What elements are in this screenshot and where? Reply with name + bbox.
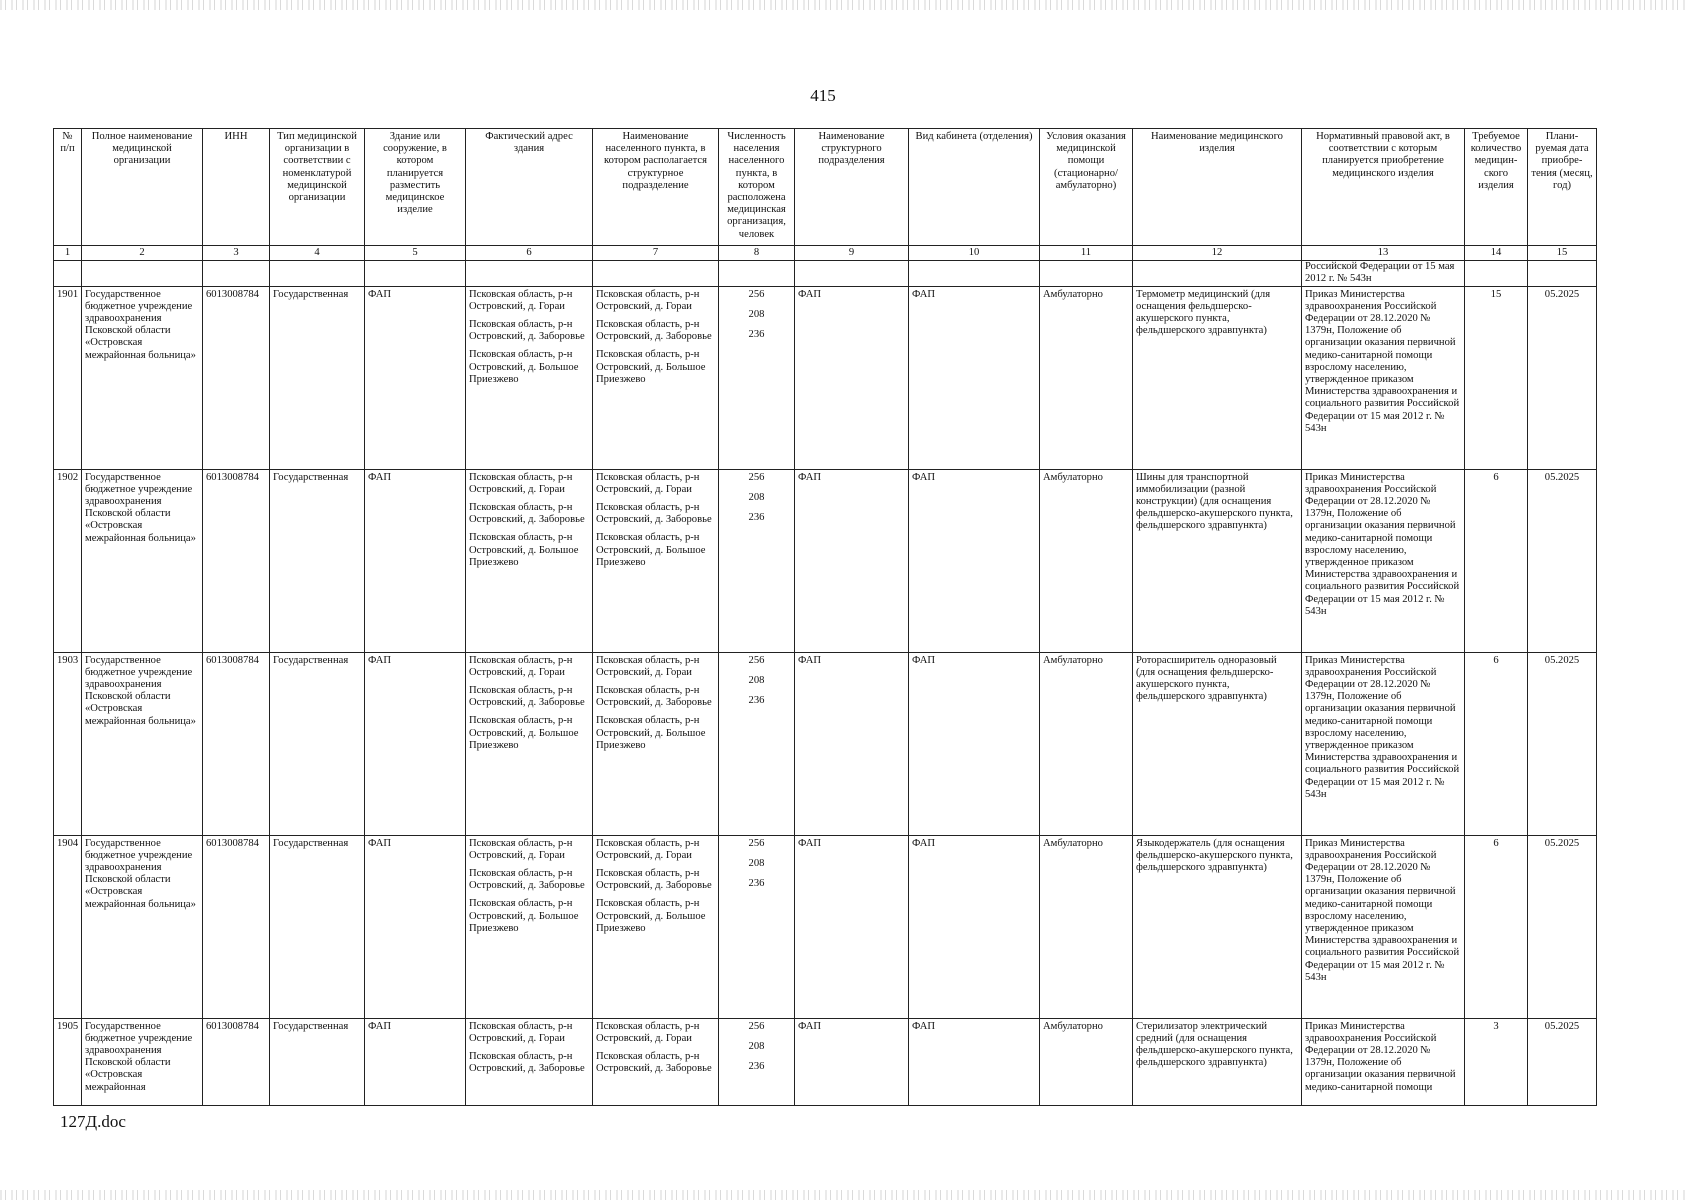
organization-type: Государственная (270, 1018, 365, 1105)
locality-entry: Псковская область, р-н Островский, д. Большое Приезжево (596, 898, 706, 934)
locality-entry: Псковская область, р-н Островский, д. Большое Приезжево (596, 715, 706, 751)
locality-entry: Псковская область, р-н Островский, д. Гораи (596, 471, 700, 495)
population-value: 208 (748, 857, 765, 869)
address-entry: Псковская область, р-н Островский, д. Гораи (469, 1020, 573, 1044)
planned-date: 05.2025 (1528, 1018, 1597, 1105)
cabinet-type: ФАП (909, 1018, 1040, 1105)
quantity: 15 (1465, 286, 1528, 469)
organization-type: Государственная (270, 286, 365, 469)
population-value: 256 (748, 471, 765, 483)
locality-name (593, 835, 719, 1018)
population-value: 256 (748, 837, 765, 849)
locality-name (593, 286, 719, 469)
inn: 6013008784 (203, 1018, 270, 1105)
column-number-6: 6 (466, 246, 593, 261)
table-row (54, 835, 1597, 1018)
row-number: 1902 (54, 469, 82, 652)
actual-address (466, 469, 593, 652)
structural-unit: ФАП (795, 835, 909, 1018)
device-name: Роторасширитель одноразовый (для оснащения фельдшерско-акушерского пункта, фельдшерского здравпункта) (1133, 652, 1302, 835)
population (719, 835, 795, 1018)
locality-entry: Псковская область, р-н Островский, д. Гораи (596, 837, 700, 861)
column-number-2: 2 (82, 246, 203, 261)
column-header-1: № п/п (54, 129, 82, 246)
column-header-8: Численность населения населенного пункта, в котором расположена медицинская организация, человек (719, 129, 795, 246)
inn: 6013008784 (203, 469, 270, 652)
column-header-2: Полное наименование медицинской организации (82, 129, 203, 246)
locality-entry: Псковская область, р-н Островский, д. Заборовье (596, 868, 712, 892)
population-value: 208 (748, 674, 765, 686)
table-row (54, 652, 1597, 835)
population (719, 469, 795, 652)
care-conditions: Амбулаторно (1040, 1018, 1133, 1105)
address-entry: Псковская область, р-н Островский, д. Большое Приезжево (469, 349, 579, 385)
device-name: Стерилизатор электрический средний (для оснащения фельдшерско-акушерского пункта, фельдшерского здравпункта) (1133, 1018, 1302, 1105)
population-value: 256 (748, 1020, 765, 1032)
locality-entry: Псковская область, р-н Островский, д. Гораи (596, 288, 700, 312)
cabinet-type: ФАП (909, 835, 1040, 1018)
column-header-9: Наименование структурного подразделения (795, 129, 909, 246)
column-header-11: Условия оказания медицинской помощи (стационарно/ амбулаторно) (1040, 129, 1133, 246)
column-number-10: 10 (909, 246, 1040, 261)
column-number-9: 9 (795, 246, 909, 261)
population-value: 236 (748, 329, 765, 341)
quantity: 3 (1465, 1018, 1528, 1105)
column-number-3: 3 (203, 246, 270, 261)
table-row (54, 286, 1597, 469)
scan-edge-top (0, 0, 1686, 10)
quantity: 6 (1465, 835, 1528, 1018)
building: ФАП (365, 652, 466, 835)
column-number-8: 8 (719, 246, 795, 261)
row-number: 1905 (54, 1018, 82, 1105)
quantity: 6 (1465, 652, 1528, 835)
legal-act: Приказ Министерства здравоохранения Российской Федерации от 28.12.2020 № 1379н, Положение об организации оказания первичной медико-санитарной помощи взрослому населению, утвержденное приказом Министерства здравоохранения и социального развития Российской Федерации от 15 мая 2012 г. № 543н (1302, 469, 1465, 652)
structural-unit: ФАП (795, 286, 909, 469)
table-row (54, 469, 1597, 652)
column-header-10: Вид кабинета (отделения) (909, 129, 1040, 246)
actual-address (466, 1018, 593, 1105)
actual-address (466, 835, 593, 1018)
organization-type: Государственная (270, 469, 365, 652)
locality-entry: Псковская область, р-н Островский, д. Заборовье (596, 502, 712, 526)
planned-date: 05.2025 (1528, 835, 1597, 1018)
address-entry: Псковская область, р-н Островский, д. Гораи (469, 654, 573, 678)
locality-name (593, 652, 719, 835)
population (719, 286, 795, 469)
care-conditions: Амбулаторно (1040, 652, 1133, 835)
population-value: 208 (748, 308, 765, 320)
column-number-1: 1 (54, 246, 82, 261)
population-value: 256 (748, 288, 765, 300)
column-number-4: 4 (270, 246, 365, 261)
column-header-3: ИНН (203, 129, 270, 246)
building: ФАП (365, 286, 466, 469)
address-entry: Псковская область, р-н Островский, д. Гораи (469, 471, 573, 495)
locality-entry: Псковская область, р-н Островский, д. Гораи (596, 654, 700, 678)
organization-name: Государственное бюджетное учреждение здравоохранения Псковской области «Островская межрайонная больница» (82, 652, 203, 835)
population (719, 652, 795, 835)
building: ФАП (365, 469, 466, 652)
locality-name (593, 469, 719, 652)
planned-date: 05.2025 (1528, 286, 1597, 469)
column-header-7: Наименование населенного пункта, в котором располагается структурное подразделение (593, 129, 719, 246)
row-number: 1901 (54, 286, 82, 469)
planned-date: 05.2025 (1528, 469, 1597, 652)
building: ФАП (365, 835, 466, 1018)
scan-edge-bottom (0, 1190, 1686, 1200)
inn: 6013008784 (203, 835, 270, 1018)
population-value: 208 (748, 491, 765, 503)
organization-name: Государственное бюджетное учреждение здравоохранения Псковской области «Островская межрайонная больница» (82, 469, 203, 652)
column-number-15: 15 (1528, 246, 1597, 261)
address-entry: Псковская область, р-н Островский, д. Заборовье (469, 685, 585, 709)
building: ФАП (365, 1018, 466, 1105)
address-entry: Псковская область, р-н Островский, д. Заборовье (469, 868, 585, 892)
locality-entry: Псковская область, р-н Островский, д. Гораи (596, 1020, 700, 1044)
locality-entry: Псковская область, р-н Островский, д. Заборовье (596, 319, 712, 343)
column-header-14: Требуемое количество медицин-ского изделия (1465, 129, 1528, 246)
care-conditions: Амбулаторно (1040, 835, 1133, 1018)
carryover-row (54, 261, 1597, 286)
organization-name: Государственное бюджетное учреждение здравоохранения Псковской области «Островская межрайонная больница» (82, 286, 203, 469)
device-name: Языкодержатель (для оснащения фельдшерско-акушерского пункта, фельдшерского здравпункта) (1133, 835, 1302, 1018)
population-value: 208 (748, 1040, 765, 1052)
medical-equipment-table (53, 128, 1597, 1106)
population-value: 236 (748, 512, 765, 524)
locality-name (593, 1018, 719, 1105)
carryover-text: Российской Федерации от 15 мая 2012 г. № 543н (1302, 261, 1465, 286)
address-entry: Псковская область, р-н Островский, д. Большое Приезжево (469, 715, 579, 751)
population-value: 236 (748, 1061, 765, 1073)
quantity: 6 (1465, 469, 1528, 652)
footer-filename: 127Д.doc (60, 1112, 126, 1131)
address-entry: Псковская область, р-н Островский, д. Большое Приезжево (469, 532, 579, 568)
organization-name: Государственное бюджетное учреждение здравоохранения Псковской области «Островская межрайонная больница» (82, 835, 203, 1018)
population-value: 256 (748, 654, 765, 666)
column-number-5: 5 (365, 246, 466, 261)
actual-address (466, 652, 593, 835)
organization-type: Государственная (270, 652, 365, 835)
address-entry: Псковская область, р-н Островский, д. Гораи (469, 288, 573, 312)
column-header-5: Здание или сооружение, в котором планируется разместить медицинское изделие (365, 129, 466, 246)
legal-act: Приказ Министерства здравоохранения Российской Федерации от 28.12.2020 № 1379н, Положение об организации оказания первичной медико-санитарной помощи взрослому населению, утвержденное приказом Министерства здравоохранения и социального развития Российской Федерации от 15 мая 2012 г. № 543н (1302, 835, 1465, 1018)
inn: 6013008784 (203, 286, 270, 469)
structural-unit: ФАП (795, 1018, 909, 1105)
address-entry: Псковская область, р-н Островский, д. Заборовье (469, 1051, 585, 1075)
cabinet-type: ФАП (909, 286, 1040, 469)
structural-unit: ФАП (795, 652, 909, 835)
device-name: Шины для транспортной иммобилизации (разной конструкции) (для оснащения фельдшерско-акушерского пункта, фельдшерского здравпункта) (1133, 469, 1302, 652)
cabinet-type: ФАП (909, 652, 1040, 835)
row-number: 1903 (54, 652, 82, 835)
column-header-13: Нормативный правовой акт, в соответствии с которым планируется приобретение медицинского изделия (1302, 129, 1465, 246)
device-name: Термометр медицинский (для оснащения фельдшерско-акушерского пункта, фельдшерского здравпункта) (1133, 286, 1302, 469)
column-number-row (54, 246, 1597, 261)
column-number-13: 13 (1302, 246, 1465, 261)
page-number: 415 (810, 86, 836, 105)
address-entry: Псковская область, р-н Островский, д. Заборовье (469, 319, 585, 343)
locality-entry: Псковская область, р-н Островский, д. Заборовье (596, 685, 712, 709)
locality-entry: Псковская область, р-н Островский, д. Большое Приезжево (596, 532, 706, 568)
population-value: 236 (748, 878, 765, 890)
locality-entry: Псковская область, р-н Островский, д. Заборовье (596, 1051, 712, 1075)
address-entry: Псковская область, р-н Островский, д. Гораи (469, 837, 573, 861)
care-conditions: Амбулаторно (1040, 469, 1133, 652)
legal-act: Приказ Министерства здравоохранения Российской Федерации от 28.12.2020 № 1379н, Положение об организации оказания первичной медико-санитарной помощи взрослому населению, утвержденное приказом Министерства здравоохранения и социального развития Российской Федерации от 15 мая 2012 г. № 543н (1302, 286, 1465, 469)
column-header-15: Плани-руемая дата приобре-тения (месяц, год) (1528, 129, 1597, 246)
population (719, 1018, 795, 1105)
population-value: 236 (748, 695, 765, 707)
care-conditions: Амбулаторно (1040, 286, 1133, 469)
column-header-6: Фактический адрес здания (466, 129, 593, 246)
address-entry: Псковская область, р-н Островский, д. Большое Приезжево (469, 898, 579, 934)
column-number-14: 14 (1465, 246, 1528, 261)
header-row (54, 129, 1597, 246)
column-number-12: 12 (1133, 246, 1302, 261)
address-entry: Псковская область, р-н Островский, д. Заборовье (469, 502, 585, 526)
column-number-7: 7 (593, 246, 719, 261)
planned-date: 05.2025 (1528, 652, 1597, 835)
column-number-11: 11 (1040, 246, 1133, 261)
structural-unit: ФАП (795, 469, 909, 652)
organization-name: Государственное бюджетное учреждение здравоохранения Псковской области «Островская межрайонная (82, 1018, 203, 1105)
cabinet-type: ФАП (909, 469, 1040, 652)
locality-entry: Псковская область, р-н Островский, д. Большое Приезжево (596, 349, 706, 385)
inn: 6013008784 (203, 652, 270, 835)
legal-act: Приказ Министерства здравоохранения Российской Федерации от 28.12.2020 № 1379н, Положение об организации оказания первичной медико-санитарной помощи (1302, 1018, 1465, 1105)
table-row (54, 1018, 1597, 1105)
column-header-12: Наименование медицинского изделия (1133, 129, 1302, 246)
legal-act: Приказ Министерства здравоохранения Российской Федерации от 28.12.2020 № 1379н, Положение об организации оказания первичной медико-санитарной помощи взрослому населению, утвержденное приказом Министерства здравоохранения и социального развития Российской Федерации от 15 мая 2012 г. № 543н (1302, 652, 1465, 835)
column-header-4: Тип медицинской организации в соответствии с номенклатурой медицинской организации (270, 129, 365, 246)
actual-address (466, 286, 593, 469)
organization-type: Государственная (270, 835, 365, 1018)
row-number: 1904 (54, 835, 82, 1018)
